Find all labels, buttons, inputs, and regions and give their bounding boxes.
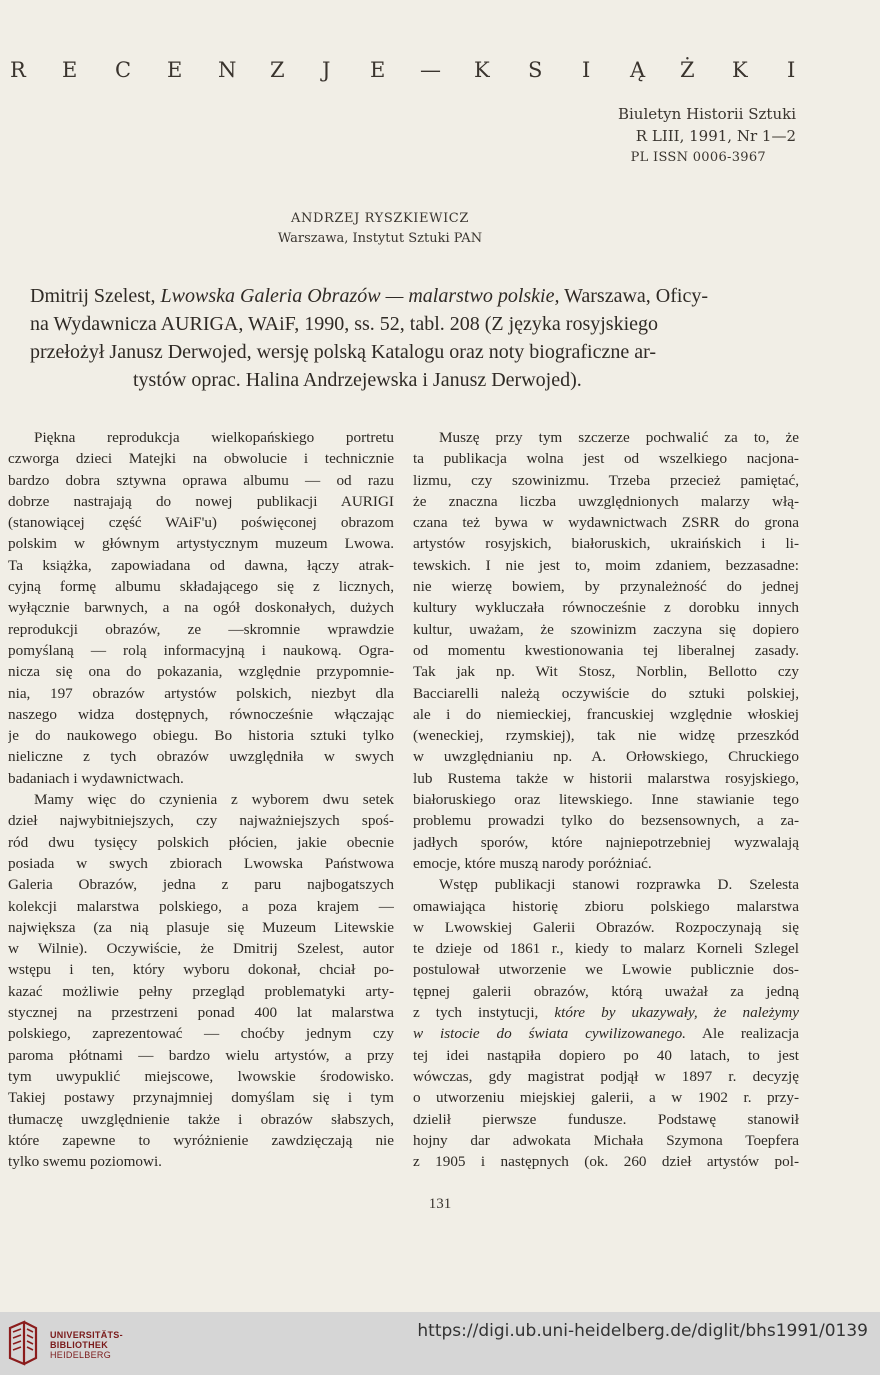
text-line: tewskich. I nie jest to, moim zdaniem, bezzasadne: bbox=[413, 556, 799, 574]
text-line: wówczas, gdy magistrat podjął w 1897 r. decyzję bbox=[413, 1067, 799, 1085]
citation-author: Dmitrij Szelest, bbox=[30, 285, 161, 307]
text-line: paroma płótnami — bardzo wielu artystów, a przy bbox=[8, 1046, 394, 1064]
text-line: Tak jak np. Wit Stosz, Norblin, Bellotto czy bbox=[413, 663, 799, 681]
header-letter: — bbox=[420, 58, 441, 82]
text-line: je do naukowego obiegu. Bo historia sztuki tylko bbox=[8, 727, 394, 745]
quoted-italic-text: w istocie do świata cywilizowanego. bbox=[413, 1025, 686, 1043]
text-line: Galeria Obrazów, jedna z paru najbogatszych bbox=[8, 876, 394, 894]
header-letter: Ż bbox=[680, 58, 695, 82]
author-block bbox=[200, 209, 560, 249]
text-line: że znaczna liczba uwzględnionych malarzy włą- bbox=[413, 492, 799, 510]
text-line: omawiająca historię zbioru polskiego malarstwa bbox=[413, 897, 799, 915]
text-line: tłumaczę uwzględnienie także i obrazów słabszych, bbox=[8, 1110, 394, 1128]
text-line: w Wilnie). Oczywiście, że Dmitrij Szelest, autor bbox=[8, 940, 394, 958]
journal-issue: R LIII, 1991, Nr 1—2 bbox=[635, 127, 796, 145]
citation-line: tystów oprac. Halina Andrzejewska i Janusz Derwojed). bbox=[133, 369, 582, 391]
text-line: z 1905 i następnych (ok. 260 dzieł artystów pol- bbox=[413, 1153, 799, 1171]
text-line: największa (za nią plasuje się Muzeum Litewskie bbox=[8, 918, 394, 936]
text-line: pomyślaną — rolą informacyjną i naukową. Ogra- bbox=[8, 641, 394, 659]
text-line: tej idei nastąpiła dopiero po 40 latach, to jest bbox=[413, 1046, 799, 1064]
text-line: artystów rosyjskich, białoruskich, ukraińskich i li- bbox=[413, 535, 799, 553]
header-letter: C bbox=[115, 58, 132, 82]
journal-issn: PL ISSN 0006-3967 bbox=[630, 150, 766, 165]
running-header bbox=[0, 58, 880, 88]
text-line bbox=[413, 1002, 799, 1023]
text-line: nia, 197 obrazów artystów polskich, niezbyt dla bbox=[8, 684, 394, 702]
header-letter: I bbox=[582, 58, 591, 82]
author-name: ANDRZEJ RYSZKIEWICZ bbox=[291, 211, 469, 226]
text-line: te dzieje od 1861 r., kiedy to malarz Korneli Szlegel bbox=[413, 940, 799, 958]
header-letter: I bbox=[787, 58, 796, 82]
text-line: posiada w swych zbiorach Lwowska Państwowa bbox=[8, 854, 394, 872]
text-line: problemu prowadzi tylko do bezsensownych, a za- bbox=[413, 812, 799, 830]
text-line: reprodukcji obrazów, ze —skromnie wprawdzie bbox=[8, 620, 394, 638]
text-line: Muszę przy tym szczerze pochwalić za to, że bbox=[439, 429, 799, 446]
right-column bbox=[413, 427, 799, 1172]
author-affiliation: Warszawa, Instytut Sztuki PAN bbox=[277, 231, 483, 246]
text-line: nieliczne z tych obrazów uwzględniła w swych bbox=[8, 748, 394, 766]
header-letter: E bbox=[370, 58, 386, 82]
text-line: w Lwowskiej Galerii Obrazów. Rozpoczynają się bbox=[413, 918, 799, 936]
text-line: lub Rustema także w historii malarstwa rosyjskiego, bbox=[413, 769, 799, 787]
header-letter: Z bbox=[270, 58, 285, 82]
journal-info bbox=[536, 103, 796, 169]
text-line: czana też bywa w wydawnictwach ZSRR do grona bbox=[413, 514, 799, 532]
page-number: 131 bbox=[428, 1196, 452, 1212]
text-line: w uwzględnianiu np. A. Orłowskiego, Chruckiego bbox=[413, 748, 799, 766]
text-line: od momentu kwestionowania tej liberalnej zasady. bbox=[413, 641, 799, 659]
journal-title: Biuletyn Historii Sztuki bbox=[617, 105, 796, 123]
header-letter: E bbox=[167, 58, 183, 82]
text-line: kultur, uważam, że szowinizm zaczyna się dopiero bbox=[413, 620, 799, 638]
text-line: dzieł najwybitniejszych, czy najważniejszych spoś- bbox=[8, 812, 394, 830]
text-line: nicza się ona do pokazania, względnie przypomnie- bbox=[8, 663, 394, 681]
text-line: Mamy więc do czynienia z wyborem dwu setek bbox=[34, 791, 394, 809]
citation-line: na Wydawnicza AURIGA, WAiF, 1990, ss. 52, tabl. 208 (Z języka rosyjskiego bbox=[30, 313, 659, 335]
text-line: Ta książka, zapowiadana od dawna, łączy atrak- bbox=[8, 556, 394, 574]
text-segment: Ale realizacja bbox=[685, 1025, 799, 1043]
text-line: (stanowiącej część WAiF'u) poświęconej obrazom bbox=[8, 514, 394, 532]
header-letter: R bbox=[10, 58, 26, 82]
header-letter: Ą bbox=[630, 58, 646, 82]
quoted-italic-text: które by ukazywały, że należymy bbox=[554, 1004, 799, 1022]
text-line bbox=[413, 1023, 799, 1044]
text-line: o utworzeniu miejskiej galerii, a w 1902 r. przy- bbox=[413, 1089, 799, 1107]
institution-line: UNIVERSITÄTS- bbox=[50, 1330, 123, 1340]
header-letter: E bbox=[62, 58, 78, 82]
text-line: jadłych sporów, które najniepotrzebniej wyzwalają bbox=[413, 833, 799, 851]
text-line: ród dwu tysięcy polskich płócien, jakie obecnie bbox=[8, 833, 394, 851]
header-letter: J bbox=[322, 58, 331, 82]
text-line: wyłącznie barwnych, a na ogół doskonałych, dużych bbox=[8, 599, 394, 617]
text-line: Wstęp publikacji stanowi rozprawka D. Szelesta bbox=[439, 876, 799, 894]
text-line: wstępu i ten, który wyboru dokonał, chciał po- bbox=[8, 961, 394, 979]
institution-name[interactable] bbox=[50, 1330, 123, 1360]
text-line: Piękna reprodukcja wielkopańskiego portretu bbox=[34, 429, 394, 446]
text-line: dobrze nastrajają do nowej publikacji AURIGI bbox=[8, 492, 394, 510]
header-letter: S bbox=[528, 58, 543, 82]
text-line: które zapewne to wyróżnienie zawdzięczają nie bbox=[8, 1131, 394, 1149]
text-line: naszego widza dostępnych, równocześnie włączając bbox=[8, 705, 394, 723]
text-line: tylko swemu poziomowi. bbox=[8, 1153, 162, 1171]
citation-publisher: Warszawa, Oficy- bbox=[559, 285, 708, 307]
text-line: badaniach i wydawnictwach. bbox=[8, 769, 184, 787]
text-line: ale i do niemieckiej, francuskiej względnie włoskiej bbox=[413, 705, 799, 723]
left-column bbox=[8, 427, 394, 1172]
text-line: ta publikacja wolna jest od wszelkiego nacjona- bbox=[413, 450, 799, 468]
institution-line: HEIDELBERG bbox=[50, 1350, 112, 1360]
text-line: postulował utworzenie we Lwowie publicznie dos- bbox=[413, 961, 799, 979]
text-line: emocje, które muszą narody poróżniać. bbox=[413, 854, 652, 872]
text-line: tępnej galerii obrazów, którą uważał za jedną bbox=[413, 982, 799, 1000]
text-line: (weneckiej, rzymskiej), tak nie widzę przeszkód bbox=[413, 727, 799, 745]
citation-line: przełożył Janusz Derwojed, wersję polską Katalogu oraz noty biograficzne ar- bbox=[30, 341, 657, 363]
text-line: stycznej na przestrzeni ponad 400 lat malarstwa bbox=[8, 1004, 394, 1022]
text-line: cyjną formę albumu składającego się z licznych, bbox=[8, 578, 394, 596]
permalink-url[interactable]: https://digi.ub.uni-heidelberg.de/diglit/bhs1991/0139 bbox=[417, 1321, 868, 1341]
text-line: Bacciarelli należą oczywiście do sztuki polskiej, bbox=[413, 684, 799, 702]
text-segment: z tych instytucji, bbox=[413, 1004, 555, 1022]
text-line: tym uwypuklić miejscowe, lwowskie środowisko. bbox=[8, 1067, 394, 1085]
citation-title: Lwowska Galeria Obrazów — malarstwo polskie, bbox=[160, 285, 560, 307]
text-line: bardzo dobra sztywna oprawa albumu — od razu bbox=[8, 471, 394, 489]
text-line: polskim w głównym artystycznym muzeum Lwowa. bbox=[8, 535, 394, 553]
text-line: białoruskiego oraz litewskiego. Inne stawianie tego bbox=[413, 791, 799, 809]
text-line: nie wierzę bowiem, by przynależność do jednej bbox=[413, 578, 799, 596]
header-letter: K bbox=[474, 58, 490, 82]
text-line: lizmu, czy szowinizmu. Trzeba przecież pamiętać, bbox=[413, 471, 799, 489]
text-line: kultury wykluczała równocześnie z dorobku innych bbox=[413, 599, 799, 617]
header-letter: K bbox=[732, 58, 748, 82]
text-line: Takiej postawy przynajmniej domyślam się i tym bbox=[8, 1089, 394, 1107]
text-line: czworga dzieci Matejki na obwolucie i technicznie bbox=[8, 450, 394, 468]
text-line: kolekcji malarstwa polskiego, a poza krajem — bbox=[8, 897, 394, 915]
university-library-logo-icon[interactable] bbox=[8, 1318, 38, 1368]
citation-line bbox=[30, 283, 708, 309]
header-letter: N bbox=[218, 58, 237, 82]
text-line: hojny dar adwokata Michała Szymona Toepfera bbox=[413, 1131, 799, 1149]
text-line: kazać możliwie pełny przegląd problematyki arty- bbox=[8, 982, 394, 1000]
text-line: polskiego, zaprezentować — choćby jednym czy bbox=[8, 1025, 394, 1043]
text-line: dzielił pierwsze fundusze. Podstawę stanowił bbox=[413, 1110, 799, 1128]
institution-line: BIBLIOTHEK bbox=[50, 1340, 108, 1350]
